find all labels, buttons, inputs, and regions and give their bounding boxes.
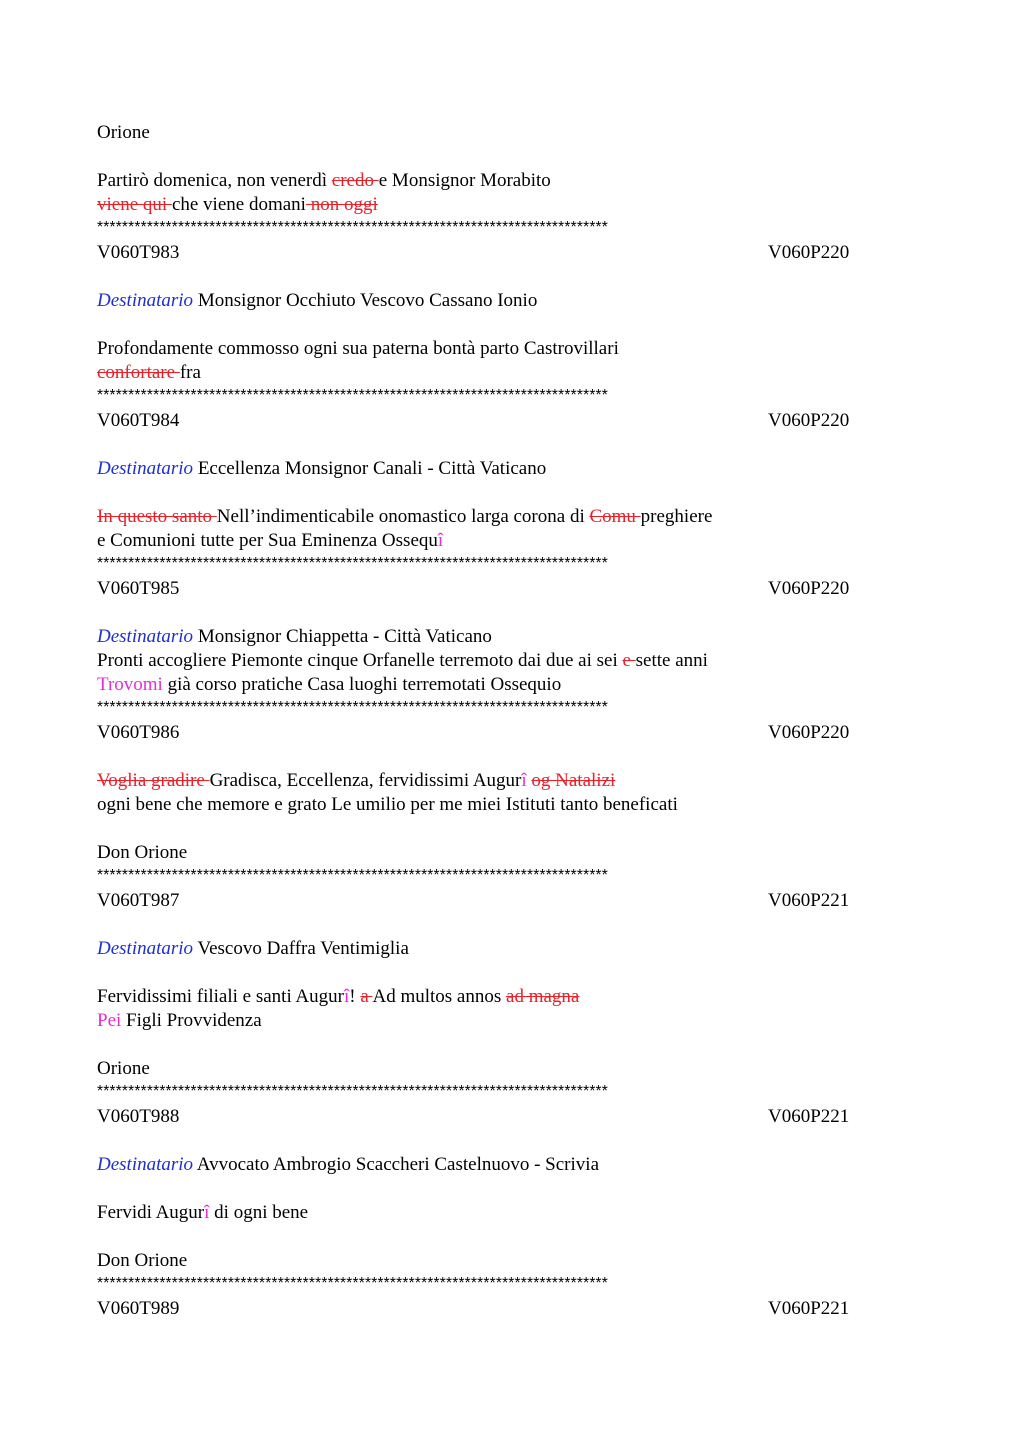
deleted-text: credo — [331, 170, 379, 191]
signature — [97, 1057, 927, 1081]
recipient-line — [97, 625, 927, 649]
recipient-line — [97, 937, 927, 961]
recipient-name: Monsignor Occhiuto Vescovo Cassano Ionio — [193, 290, 538, 311]
text: Partirò domenica, non venerdì — [97, 170, 332, 191]
separator-line: ********************************************************************************** — [97, 1275, 609, 1292]
page-code: V060P220 — [768, 242, 850, 263]
text-code: V060T986 — [97, 722, 180, 743]
text: Nell’indimenticabile onomastico larga corona di — [216, 506, 590, 527]
text: che viene domani — [171, 194, 306, 215]
page-code: V060P221 — [768, 890, 850, 911]
text-code: V060T984 — [97, 410, 180, 431]
deleted-text: og Natalizi — [531, 770, 616, 791]
deleted-text: a — [360, 986, 373, 1007]
text: Ad multos annos — [372, 986, 507, 1007]
added-text: î — [343, 986, 350, 1007]
separator-line: ********************************************************************************** — [97, 699, 609, 716]
recipient-line — [97, 457, 927, 481]
telegram-text-line — [97, 649, 927, 673]
recipient-name: Eccellenza Monsignor Canali - Città Vaticano — [193, 458, 547, 479]
reference-line — [97, 1105, 927, 1129]
separator-line: ********************************************************************************** — [97, 867, 609, 884]
page-code: V060P220 — [768, 722, 850, 743]
text: Fervidi Augur — [97, 1202, 205, 1223]
deleted-text: non oggi — [305, 194, 378, 215]
recipient-name: Monsignor Chiappetta - Città Vaticano — [193, 626, 492, 647]
text: Pronti accogliere Piemonte cinque Orfanelle terremoto dai due ai sei — [97, 650, 623, 671]
telegram-text-line — [97, 793, 927, 817]
blank-line — [97, 913, 927, 937]
added-text: î — [204, 1202, 210, 1223]
text: già corso pratiche Casa luoghi terremotati Ossequio — [162, 674, 562, 695]
deleted-text: In questo santo — [97, 506, 217, 527]
telegram-text-line — [97, 1009, 927, 1033]
reference-line — [97, 577, 927, 601]
blank-line — [97, 265, 927, 289]
text: di ogni bene — [209, 1202, 309, 1223]
page-code: V060P220 — [768, 578, 850, 599]
blank-line — [97, 1129, 927, 1153]
text-code: V060T987 — [97, 890, 180, 911]
text: Figli Provvidenza — [121, 1010, 262, 1031]
text: Orione — [97, 122, 150, 143]
blank-line — [97, 1225, 927, 1249]
deleted-text: confortare — [97, 362, 180, 383]
recipient-label: Destinatario — [97, 1154, 194, 1175]
recipient-label: Destinatario — [97, 938, 194, 959]
telegram-text-line — [97, 505, 927, 529]
telegram-text-line — [97, 169, 927, 193]
deleted-text: Voglia gradire — [97, 770, 210, 791]
separator-line: ********************************************************************************** — [97, 555, 609, 572]
separator-line: ********************************************************************************** — [97, 387, 609, 404]
text: sette anni — [635, 650, 708, 671]
text: Profondamente commosso ogni sua paterna bontà parto Castrovillari — [97, 338, 619, 359]
text-code: V060T989 — [97, 1298, 180, 1319]
added-text: Pei — [97, 1010, 122, 1031]
telegram-text-line — [97, 337, 927, 361]
added-text: î — [437, 530, 444, 551]
blank-line — [97, 145, 927, 169]
text-code: V060T985 — [97, 578, 180, 599]
recipient-name: Avvocato Ambrogio Scaccheri Castelnuovo - Scrivia — [193, 1154, 600, 1175]
page-code: V060P221 — [768, 1298, 850, 1319]
recipient-label: Destinatario — [97, 290, 194, 311]
blank-line — [97, 601, 927, 625]
added-text: Trovomi — [97, 674, 163, 695]
text: Orione — [97, 1058, 150, 1079]
deleted-text: Comu — [589, 506, 641, 527]
recipient-label: Destinatario — [97, 626, 194, 647]
text: e Monsignor Morabito — [378, 170, 551, 191]
text: Fervidissimi filiali e santi Augur — [97, 986, 344, 1007]
text: Gradisca, Eccellenza, fervidissimi Augur — [209, 770, 522, 791]
blank-line — [97, 817, 927, 841]
separator-line: ********************************************************************************** — [97, 1083, 609, 1100]
blank-line — [97, 961, 927, 985]
separator-line: ********************************************************************************** — [97, 219, 609, 236]
telegram-text-line — [97, 529, 927, 553]
page-code: V060P221 — [768, 1106, 850, 1127]
recipient-label: Destinatario — [97, 458, 194, 479]
recipient-name: Vescovo Daffra Ventimiglia — [193, 938, 409, 959]
telegram-text-line — [97, 985, 927, 1009]
blank-line — [97, 1033, 927, 1057]
blank-line — [97, 1177, 927, 1201]
blank-line — [97, 745, 927, 769]
text: e Comunioni tutte per Sua Eminenza Ossequ — [97, 530, 438, 551]
text-code: V060T988 — [97, 1106, 180, 1127]
reference-line — [97, 241, 927, 265]
signature — [97, 1249, 927, 1273]
deleted-text: e — [622, 650, 636, 671]
deleted-text: viene qui — [97, 194, 172, 215]
telegram-text-line — [97, 361, 927, 385]
deleted-text: ad magna — [506, 986, 580, 1007]
text: ogni bene che memore e grato Le umilio per me miei Istituti tanto beneficati — [97, 794, 678, 815]
blank-line — [97, 433, 927, 457]
telegram-text-line — [97, 193, 927, 217]
reference-line — [97, 721, 927, 745]
telegram-text-line — [97, 673, 927, 697]
reference-line — [97, 889, 927, 913]
blank-line — [97, 313, 927, 337]
text: Don Orione — [97, 1250, 188, 1271]
signature — [97, 841, 927, 865]
text: ! — [349, 986, 361, 1007]
text: preghiere — [640, 506, 713, 527]
text-code: V060T983 — [97, 242, 180, 263]
text: fra — [179, 362, 201, 383]
telegram-text-line — [97, 769, 927, 793]
blank-line — [97, 481, 927, 505]
reference-line — [97, 1297, 927, 1321]
document-page — [97, 121, 927, 1321]
recipient-line — [97, 289, 927, 313]
reference-line — [97, 409, 927, 433]
added-text: î — [521, 770, 527, 791]
text: Don Orione — [97, 842, 188, 863]
signature — [97, 121, 927, 145]
recipient-line — [97, 1153, 927, 1177]
page-code: V060P220 — [768, 410, 850, 431]
telegram-text-line — [97, 1201, 927, 1225]
